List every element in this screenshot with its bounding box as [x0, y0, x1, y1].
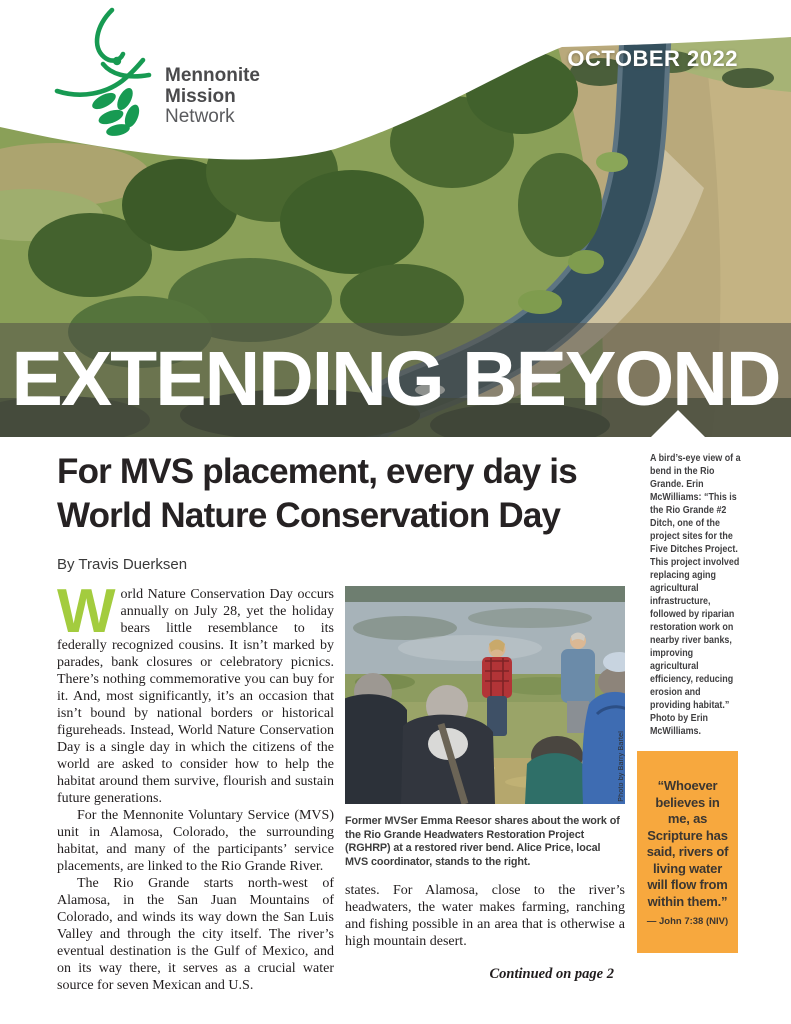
- logo: [52, 4, 170, 141]
- photo-credit-vertical: Photo by Barry Bartel: [618, 731, 625, 802]
- drop-cap: W: [57, 577, 114, 646]
- continued-notice: Continued on page 2: [489, 966, 614, 982]
- hero-section: [0, 0, 791, 437]
- issue-date: OCTOBER 2022: [567, 46, 738, 71]
- body-column-2: [345, 586, 625, 983]
- body-column-1: [57, 577, 334, 994]
- paragraph-2: For the Mennonite Voluntary Service (MVS) unit in Alamosa, Colorado, the surrounding habitat, and many of the participants’ service placements, are linked to the Rio Grande River.: [57, 808, 334, 874]
- river-talk-photo: [345, 586, 625, 804]
- article-title-line1: For MVS placement, every day is: [57, 452, 577, 491]
- byline: By Travis Duerksen: [57, 556, 188, 573]
- article-title: [57, 450, 657, 538]
- logo-word-mennonite: Mennonite: [165, 65, 260, 86]
- logo-word-network: Network: [165, 106, 235, 127]
- photo-caption: Former MVSer Emma Reesor shares about the work of the Rio Grande Headwaters Restoration Project (RGHRP) at a restored river bend. Alice Price, local MVS coordinator, stands to the right.: [345, 815, 620, 868]
- article-title-line2: World Nature Conservation Day: [57, 496, 561, 535]
- newsletter-title: EXTENDING BEYOND: [11, 336, 780, 422]
- logo-word-mission: Mission: [165, 85, 236, 107]
- paragraph-3: The Rio Grande starts north-west of Alamosa, in the San Juan Mountains of Colorado, and winds its way down the San Luis Valley and through the city itself. The river’s eventual destination is the Gulf of Mexico, and on its way there, it serves as a crucial water source for seven Mexican and U.S.: [57, 876, 334, 993]
- paragraph-4: states. For Alamosa, close to the river’s headwaters, the water makes farming, ranching and fishing possible in an area that is otherwise a high mountain desert.: [345, 883, 625, 949]
- paragraph-1-text: orld Nature Conservation Day occurs annually on July 28, yet the holiday bears little resemblance to its federally recognized cousins. It isn’t marked by parades, bank closures or celebratory picnics. There’s nothing commemorative you can buy for it. And, most significantly, it’s an occasion that isn’t bound by national borders or historical figureheads. Instead, World Nature Conservation Day is a single day in which the citizens of the world are asked to consider how to help the habitat around them survive, flourish and sustain future generations.: [57, 587, 334, 806]
- paragraph-1: [57, 577, 334, 807]
- dove-branch-icon: [52, 4, 170, 136]
- pull-quote-text: “Whoever believes in me, as Scripture has said, rivers of living water will flow from within them.”: [646, 778, 729, 909]
- river-talk-photo-scene: [345, 586, 625, 804]
- logo-wordmark: [165, 66, 260, 128]
- scripture-pull-quote: [637, 751, 738, 953]
- pull-quote-attribution: — John 7:38 (NIV): [646, 916, 729, 927]
- caption-pointer-triangle: [650, 410, 706, 437]
- hero-photo-caption: A bird’s-eye view of a bend in the Rio Grande. Erin McWilliams: “This is the Rio Grande #2 Ditch, one of the project sites for the Five Ditches Project. This project involved replacing aging agricultural infrastructure, followed by riparian restoration work on nearby river banks, improving agricultural efficiency, reducing erosion and providing habitat.” Photo by Erin McWilliams.: [650, 452, 741, 737]
